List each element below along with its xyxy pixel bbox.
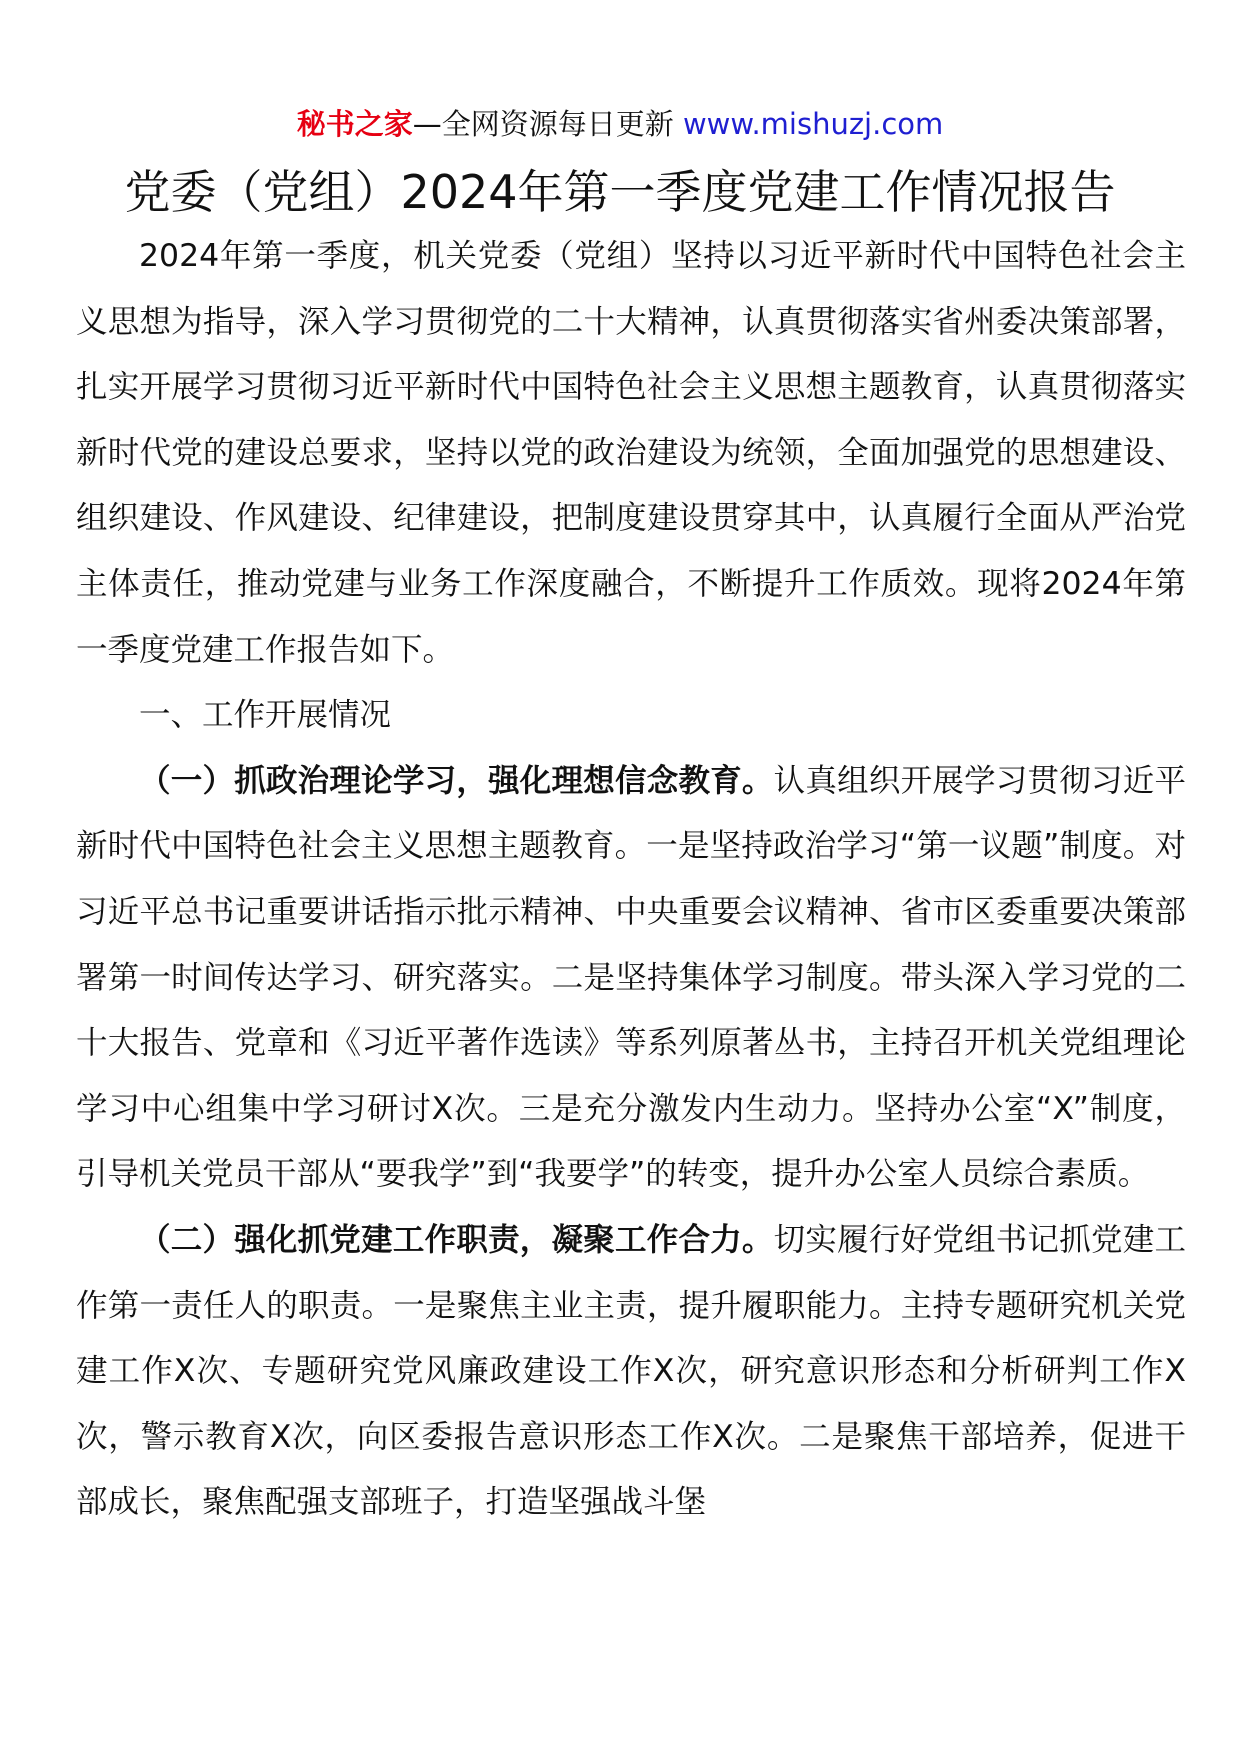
intro-paragraph: 2024年第一季度，机关党委（党组）坚持以习近平新时代中国特色社会主义思想为指导，深入学习贯彻党的二十大精神，认真贯彻落实省州委决策部署，扎实开展学习贯彻习近平新时代中国特色社会主义思想主题教育，认真贯彻落实新时代党的建设总要求，坚持以党的政治建设为统领，全面加强党的思想建设、组织建设、作风建设、纪律建设，把制度建设贯穿其中，认真履行全面从严治党主体责任，推动党建与业务工作深度融合，不断提升工作质效。现将2024年第一季度党建工作报告如下。 (76, 238, 1186, 668)
item-1-text: 认真组织开展学习贯彻习近平新时代中国特色社会主义思想主题教育。一是坚持政治学习“第一议题”制度。对习近平总书记重要讲话指示批示精神、中央重要会议精神、省市区委重要决策部署第一时间传达学习、研究落实。二是坚持集体学习制度。带头深入学习党的二十大报告、党章和《习近平著作选读》等系列原著丛书，主持召开机关党组理论学习中心组集中学习研讨X次。三是充分激发内生动力。坚持办公室“X”制度，引导机关党员干部从“要我学”到“我要学”的转变，提升办公室人员综合素质。 (76, 762, 1186, 1193)
item-2-text: 切实履行好党组书记抓党建工作第一责任人的职责。一是聚焦主业主责，提升履职能力。主持专题研究机关党建工作X次、专题研究党风廉政建设工作X次，研究意识形态和分析研判工作X次，警示教育X次，向区委报告意识形态工作X次。二是聚焦干部培养，促进干部成长，聚焦配强支部班子，打造坚强战斗堡 (76, 1221, 1186, 1521)
item-1-paragraph (76, 749, 1186, 1208)
document-title: 党委（党组）2024年第一季度党建工作情况报告 (124, 165, 1116, 219)
item-2-paragraph (76, 1208, 1186, 1536)
document-body (76, 224, 1186, 1536)
header-slogan: —全网资源每日更新 (412, 107, 683, 141)
site-url-link[interactable]: www.mishuzj.com (682, 107, 944, 141)
brand-name: 秘书之家 (296, 107, 413, 141)
site-header (0, 104, 1240, 144)
item-1-heading: （一）抓政治理论学习，强化理想信念教育。 (139, 762, 774, 799)
item-2-heading: （二）强化抓党建工作职责，凝聚工作合力。 (139, 1221, 774, 1258)
section-heading: 一、工作开展情况 (139, 697, 392, 734)
